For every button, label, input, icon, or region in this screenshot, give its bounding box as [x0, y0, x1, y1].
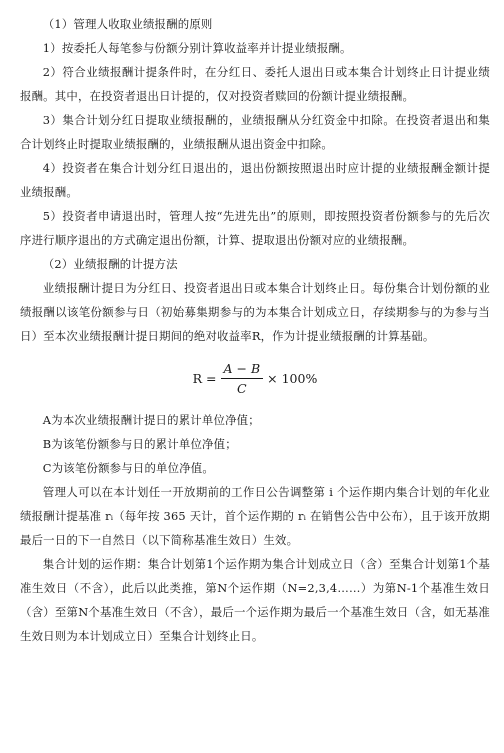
paragraph-rule-3: 3）集合计划分红日提取业绩报酬的，业绩报酬从分红资金中扣除。在投资者退出和集合计划终止时提取业绩报酬的，业绩报酬从退出资金中扣除。	[20, 113, 490, 151]
formula-lhs: R =	[192, 370, 217, 386]
paragraph-method: 业绩报酬计提日为分红日、投资者退出日或本集合计划终止日。每份集合计划份额的业绩报酬以该笔份额参与日（初始募集期参与的为本集合计划成立日，存续期参与的为参与当日）至本次业绩报酬计提日期间的绝对收益率R，作为计提业绩报酬的计算基础。	[20, 281, 490, 343]
definition-a: A为本次业绩报酬计提日的累计单位净值；	[42, 413, 260, 427]
paragraph-rule-4: 4）投资者在集合计划分红日退出的，退出份额按照退出时应计提的业绩报酬金额计提业绩报酬。	[20, 161, 490, 199]
formula-r	[20, 350, 490, 406]
formula-fraction	[221, 361, 264, 396]
formula-denominator: C	[237, 380, 247, 396]
paragraph-rule-1: 1）按委托人每笔参与份额分别计算收益率并计提业绩报酬。	[42, 41, 352, 55]
section-heading-method: （2）业绩报酬的计提方法	[42, 257, 178, 271]
paragraph-rule-5: 5）投资者申请退出时，管理人按“先进先出”的原则，即按照投资者份额参与的先后次序进行顺序退出的方式确定退出份额，计算、提取退出份额对应的业绩报酬。	[20, 209, 490, 247]
paragraph-benchmark: 管理人可以在本计划任一开放期前的工作日公告调整第 i 个运作期内集合计划的年化业绩报酬计提基准 rᵢ（每年按 365 天计，首个运作期的 rᵢ 在销售公告中公布），且于该开放期最后一日的下一自然日（以下简称基准生效日）生效。	[20, 485, 490, 547]
formula-rhs: × 100%	[267, 370, 318, 386]
definition-b: B为该笔份额参与日的累计单位净值；	[42, 437, 237, 451]
definition-c: C为该笔份额参与日的单位净值。	[42, 461, 214, 475]
paragraph-rule-2: 2）符合业绩报酬计提条件时，在分红日、委托人退出日或本集合计划终止日计提业绩报酬。其中，在投资者退出日计提的，仅对投资者赎回的份额计提业绩报酬。	[20, 65, 490, 103]
formula-numerator: A − B	[221, 361, 264, 379]
paragraph-operating-period: 集合计划的运作期：集合计划第1个运作期为集合计划成立日（含）至集合计划第1个基准生效日（不含），此后以此类推，第N个运作期（N=2,3,4……）为第N-1个基准生效日（含）至第N个基准生效日（不含），最后一个运作期为最后一个基准生效日（含，如无基准生效日则为本计划成立日）至集合计划终止日。	[20, 557, 490, 643]
section-heading-principles: （1）管理人收取业绩报酬的原则	[42, 17, 213, 31]
